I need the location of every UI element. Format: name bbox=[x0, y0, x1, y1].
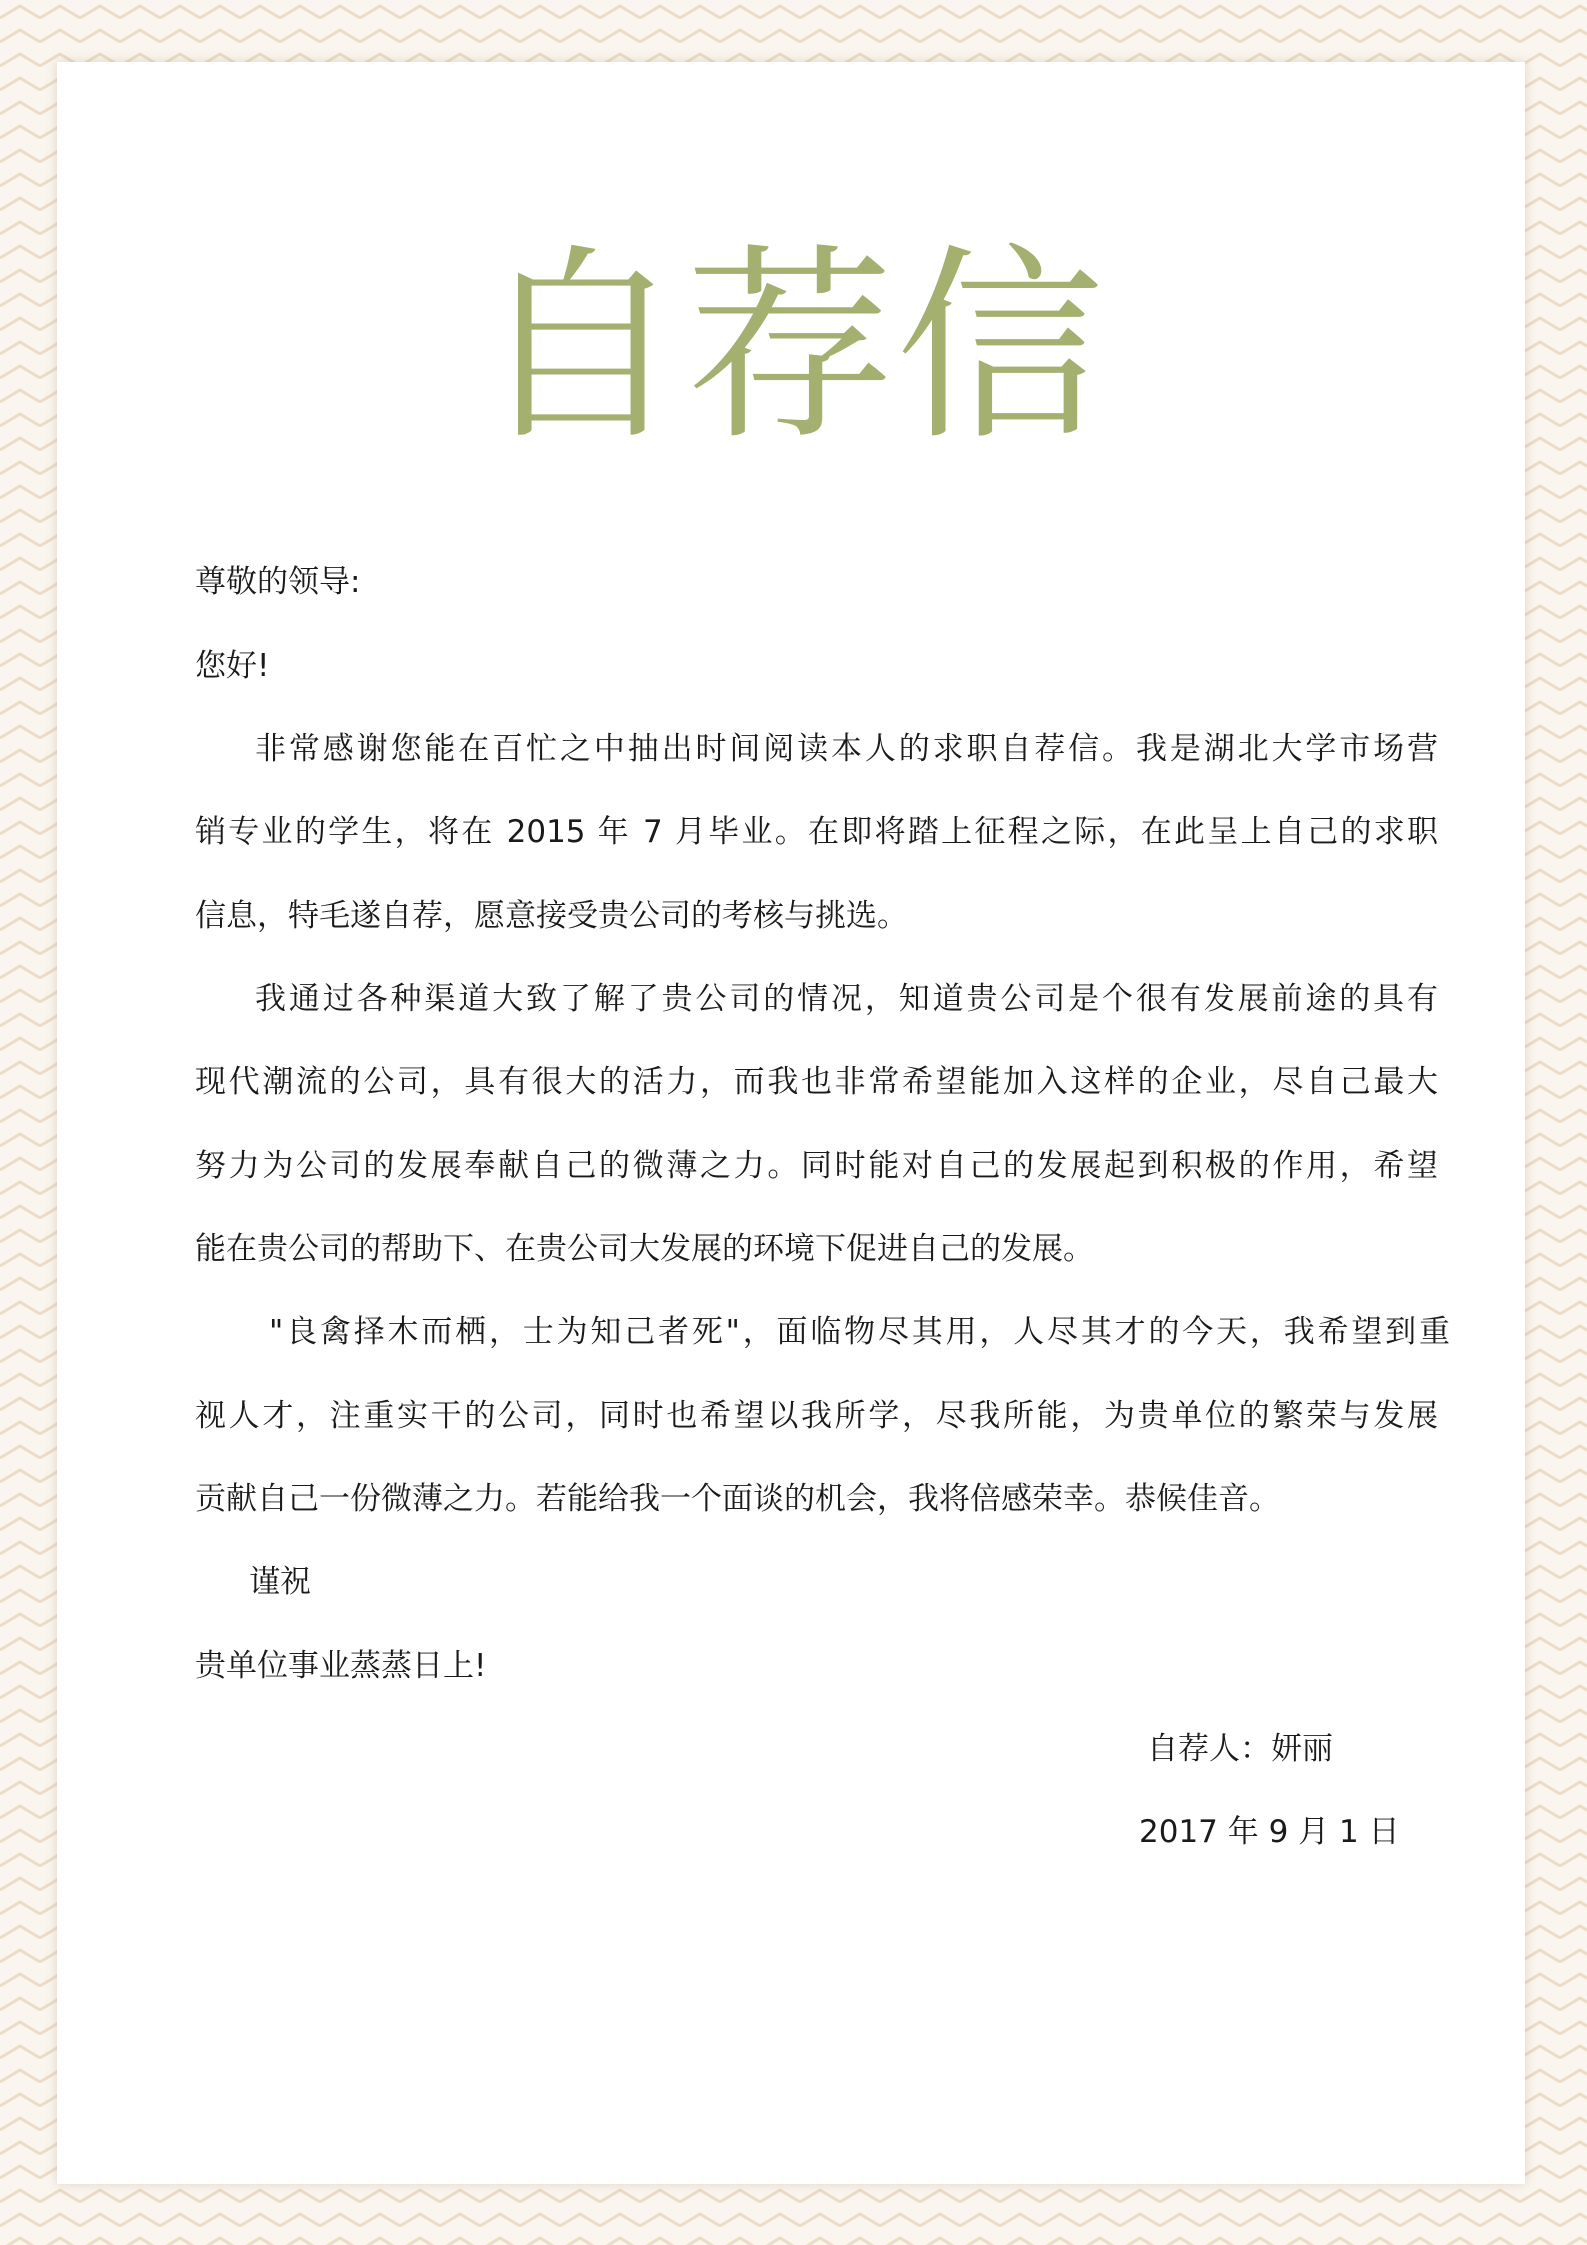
paragraph-3-line-1: "良禽择木而栖，士为知己者死"，面临物尽其用，人尽其才的今天，我希望到重 bbox=[269, 1314, 1450, 1350]
signature: 自荐人：妍丽 bbox=[1147, 1731, 1333, 1767]
paragraph-2-line-3: 努力为公司的发展奉献自己的微薄之力。同时能对自己的发展起到积极的作用，希望 bbox=[195, 1148, 1438, 1184]
paragraph-2-line-4: 能在贵公司的帮助下、在贵公司大发展的环境下促进自己的发展。 bbox=[195, 1231, 1094, 1267]
closing-salutation: 谨祝 bbox=[249, 1564, 311, 1600]
closing-wish: 贵单位事业蒸蒸日上! bbox=[195, 1648, 487, 1684]
letter-date: 2017 年 9 月 1 日 bbox=[1139, 1814, 1400, 1850]
paragraph-3-line-3: 贡献自己一份微薄之力。若能给我一个面谈的机会，我将倍感荣幸。恭候佳音。 bbox=[195, 1481, 1280, 1517]
paragraph-1-line-2: 销专业的学生，将在 2015 年 7 月毕业。在即将踏上征程之际，在此呈上自己的求职 bbox=[195, 814, 1438, 850]
letter-page bbox=[57, 62, 1525, 2184]
paragraph-2-line-1: 我通过各种渠道大致了解了贵公司的情况，知道贵公司是个很有发展前途的具有 bbox=[255, 981, 1438, 1017]
paragraph-2-line-2: 现代潮流的公司，具有很大的活力，而我也非常希望能加入这样的企业，尽自己最大 bbox=[195, 1064, 1438, 1100]
page-title: 自荐信 bbox=[476, 227, 1106, 469]
paragraph-1-line-1: 非常感谢您能在百忙之中抽出时间阅读本人的求职自荐信。我是湖北大学市场营 bbox=[255, 731, 1438, 767]
paragraph-3-line-2: 视人才，注重实干的公司，同时也希望以我所学，尽我所能，为贵单位的繁荣与发展 bbox=[195, 1398, 1438, 1434]
greeting: 尊敬的领导: bbox=[195, 564, 361, 600]
hello: 您好! bbox=[195, 648, 270, 684]
paragraph-1-line-3: 信息，特毛遂自荐，愿意接受贵公司的考核与挑选。 bbox=[195, 898, 908, 934]
